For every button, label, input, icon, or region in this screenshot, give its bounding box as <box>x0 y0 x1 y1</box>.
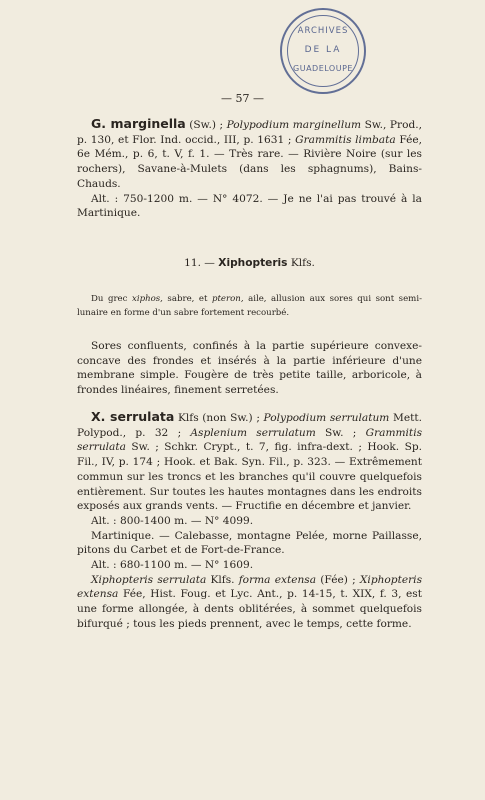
etym-text: sabre, et <box>162 294 212 304</box>
etym-text: aile, allusion aux sores qui sont semi-lunaire en forme d'un sabre fortement recourbé. <box>77 294 422 318</box>
reference: Fée, 6e Mém., p. 6, t. V, f. 1. — Très rare. — Rivière Noire (sur les rochers), Savane-à-Mulets (dans les sphagnums), Bains-Chauds. <box>77 133 423 190</box>
altitude-line: Alt. : 750-1200 m. — N° 4072. — Je ne l'ai pas trouvé à la Martinique. <box>77 192 422 220</box>
genus-number: 11. — <box>184 257 219 269</box>
etymology-note <box>77 292 422 320</box>
synonym: Polypodium marginellum <box>226 119 362 131</box>
martinique-localities: Martinique. — Calebasse, montagne Pelée, morne Paillasse, pitons du Carbet et de Fort-de-France. <box>77 529 422 557</box>
archives-stamp <box>280 8 366 94</box>
reference: Sw., Prod., p. 130, et Flor. Ind. occid., III, p. 1631 ; <box>77 119 422 146</box>
synonym: Asplenium serrulatum <box>190 426 316 439</box>
forma-name: forma extensa <box>238 573 317 586</box>
genus-name: Xiphopteris <box>218 257 288 269</box>
altitude-line: Alt. : 680-1100 m. — N° 1609. <box>91 559 254 572</box>
etymology-text <box>77 292 422 320</box>
genus-description <box>77 339 422 398</box>
reference: Sw. ; Schkr. Crypt., t. 7, fig. infra-dext. ; Hook. Sp. Fil., IV, p. 174 ; Hook. et Bak. Syn. Fil., p. 323. — Extrêmement commun sur les troncs et les branches qu'il couvre quelquefois entièrement. Sur toutes les hautes montagnes dans les endroits exposés aux grands vents. — Fructifie en décembre et janvier. <box>77 441 422 513</box>
reference: Mett. Polypod., p. 32 ; <box>77 412 422 439</box>
page-number: — 57 — <box>221 92 264 105</box>
reference: Fée, Hist. Foug. et Lyc. Ant., p. 14-15, t. XIX, f. 3, est une forme allongée, à dents oblitérées, à sommet quelquefois bifurqué ; tous les pieds prennent, avec le temps, cette forme. <box>77 588 422 630</box>
synonym: Xiphopteris serrulata <box>91 573 207 586</box>
species-name: G. marginella <box>91 116 186 131</box>
author: Klfs. <box>206 573 239 586</box>
entry-serrulata <box>77 410 422 632</box>
forma-extensa-note <box>77 573 422 632</box>
entry-marginella <box>77 117 422 221</box>
reference: (Fée) ; <box>316 573 360 586</box>
synonym: Grammitis limbata <box>295 133 396 146</box>
genus-heading <box>77 256 422 271</box>
stamp-line-3: GUADELOUPE <box>293 64 353 73</box>
species-name: X. serrulata <box>91 409 175 424</box>
synonym: Grammitis serrulata <box>77 426 423 454</box>
etym-text: Du grec <box>91 294 132 304</box>
stamp-line-2: DE LA <box>304 45 342 55</box>
entry-marginella-text <box>77 117 422 192</box>
genus-author: Klfs. <box>287 257 315 269</box>
reference: Sw. ; <box>315 426 366 439</box>
etym-word: xiphos, <box>131 294 163 304</box>
entry-serrulata-text <box>77 410 422 514</box>
etym-word: pteron, <box>211 294 244 304</box>
synonym: Xiphopteris extensa <box>77 573 422 601</box>
description-text: Sores confluents, confinés à la partie supérieure convexe-concave des frondes et insérés à la partie inférieure d'une membrane simple. Fougère de très petite taille, arboricole, à frondes linéaires, finement serretées. <box>77 340 422 397</box>
altitude-line: Alt. : 800-1400 m. — N° 4099. <box>91 514 254 527</box>
stamp-line-1: ARCHIVES <box>297 26 349 36</box>
synonym: Polypodium serrulatum <box>263 412 390 424</box>
author: Klfs (non Sw.) ; <box>174 412 264 424</box>
author: (Sw.) ; <box>185 119 227 131</box>
